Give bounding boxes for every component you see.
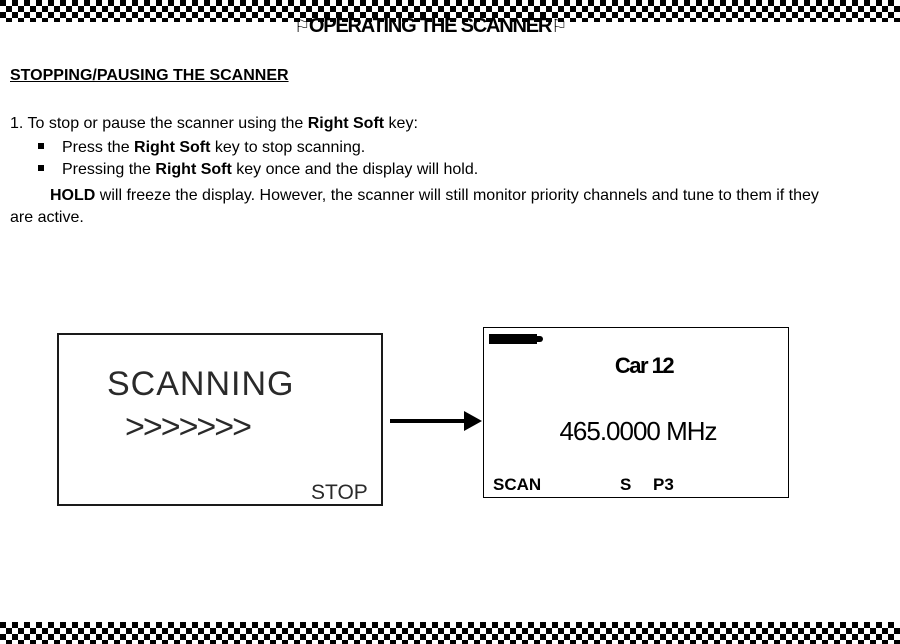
chevrons-indicator: >>>>>>> xyxy=(125,408,250,446)
hold-display xyxy=(483,327,789,498)
section-heading: STOPPING/PAUSING THE SCANNER xyxy=(10,67,289,84)
step-1 xyxy=(10,115,418,133)
page-title xyxy=(0,15,860,38)
list-item xyxy=(38,139,365,157)
step-1-suffix: key: xyxy=(384,115,418,132)
hold-key: HOLD xyxy=(50,187,96,204)
right-arrow-icon xyxy=(388,408,484,434)
stop-softkey-label: STOP xyxy=(311,481,368,504)
scanning-display xyxy=(57,333,383,506)
mode-indicator: SCAN xyxy=(493,475,542,494)
scanning-status: SCANNING xyxy=(107,365,295,403)
bullet-text: key to stop scanning. xyxy=(210,139,366,156)
battery-tip xyxy=(537,336,543,342)
flag-icon: ⚐ xyxy=(551,16,567,36)
battery-icon xyxy=(489,334,537,344)
bottom-checkered-border xyxy=(0,622,900,644)
channel-name: Car 12 xyxy=(614,353,674,378)
page-title-text: OPERATING THE SCANNER xyxy=(308,15,552,37)
step-1-key: Right Soft xyxy=(307,115,385,132)
step-1-prefix: 1. To stop or pause the scanner using the xyxy=(10,115,308,132)
hold-paragraph xyxy=(10,185,840,229)
bullet-square-icon xyxy=(38,165,44,171)
list-item xyxy=(38,161,478,179)
bullet-text: Pressing the xyxy=(62,161,156,178)
frequency-readout: 465.0000 MHz xyxy=(559,416,717,446)
bullet-text: key once and the display will hold. xyxy=(231,161,479,178)
bullet-key: Right Soft xyxy=(155,161,232,178)
priority-indicator: P3 xyxy=(653,475,674,494)
bullet-key: Right Soft xyxy=(134,139,211,156)
bullet-square-icon xyxy=(38,143,44,149)
signal-indicator: S xyxy=(620,475,632,494)
hold-text: will freeze the display. However, the scanner will still monitor priority channels and tune to them if they are active. xyxy=(10,187,819,226)
bullet-text: Press the xyxy=(62,139,135,156)
flag-icon: ⚐ xyxy=(293,16,309,36)
